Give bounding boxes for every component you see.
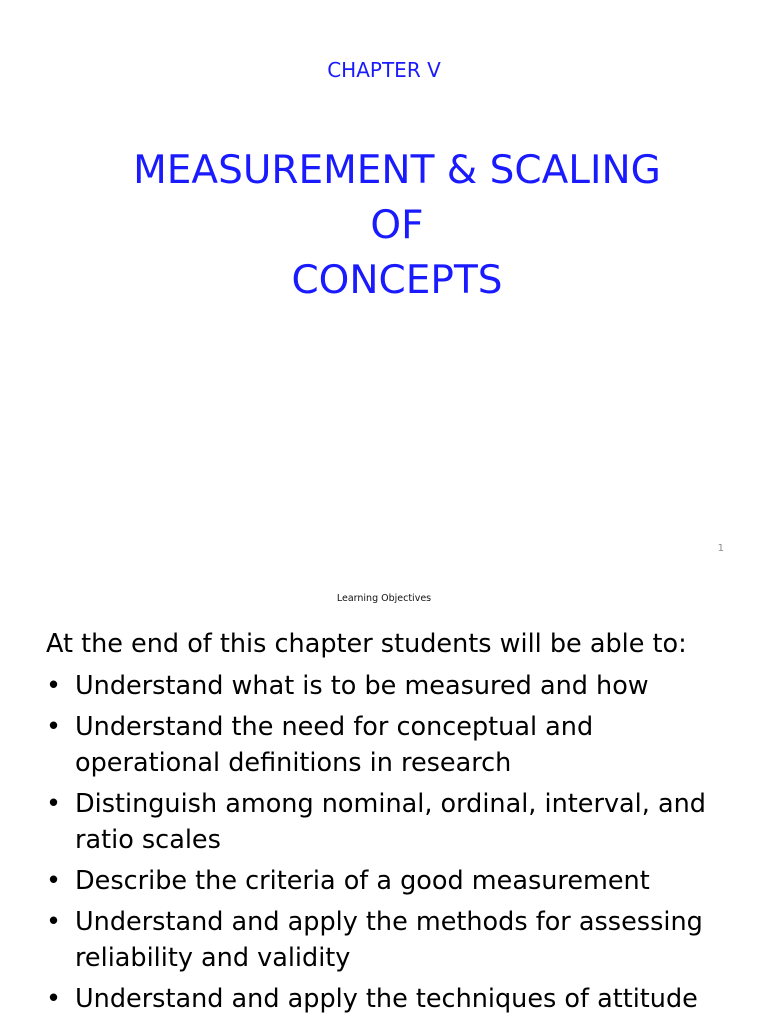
objective-item [46,668,736,704]
objective-text: Distinguish among nominal, ordinal, interval, and ratio scales [75,789,706,855]
objective-text: Understand the need for conceptual and operational definitions in research [75,712,594,778]
objective-text: Understand what is to be measured and how [75,671,649,701]
page-number: 1 [717,543,724,554]
objective-text: Understand and apply the methods for assessing reliability and validity [75,907,703,973]
bullet-icon: • [46,712,62,742]
objective-text: Understand and apply the techniques of attitude [75,984,698,1014]
chapter-label: CHAPTER V [327,58,441,82]
objective-text: Describe the criteria of a good measurement [75,866,650,896]
objective-item [46,904,736,976]
objective-item [46,981,736,1017]
objective-item [46,863,736,899]
bullet-icon: • [46,671,62,701]
title-line-2: OF [370,203,424,248]
bullet-icon: • [46,789,62,819]
objectives-heading: Learning Objectives [336,593,432,604]
title-line-1: MEASUREMENT & SCALING [133,148,661,193]
bullet-icon: • [46,984,62,1014]
objectives-list [46,668,736,1022]
bullet-icon: • [46,866,62,896]
title-line-3: CONCEPTS [291,258,503,303]
objective-item [46,786,736,858]
objective-item [46,709,736,781]
slide-2 [0,576,768,1024]
slide-title [40,143,754,308]
bullet-icon: • [46,907,62,937]
objectives-intro: At the end of this chapter students will be able to: [46,629,687,659]
